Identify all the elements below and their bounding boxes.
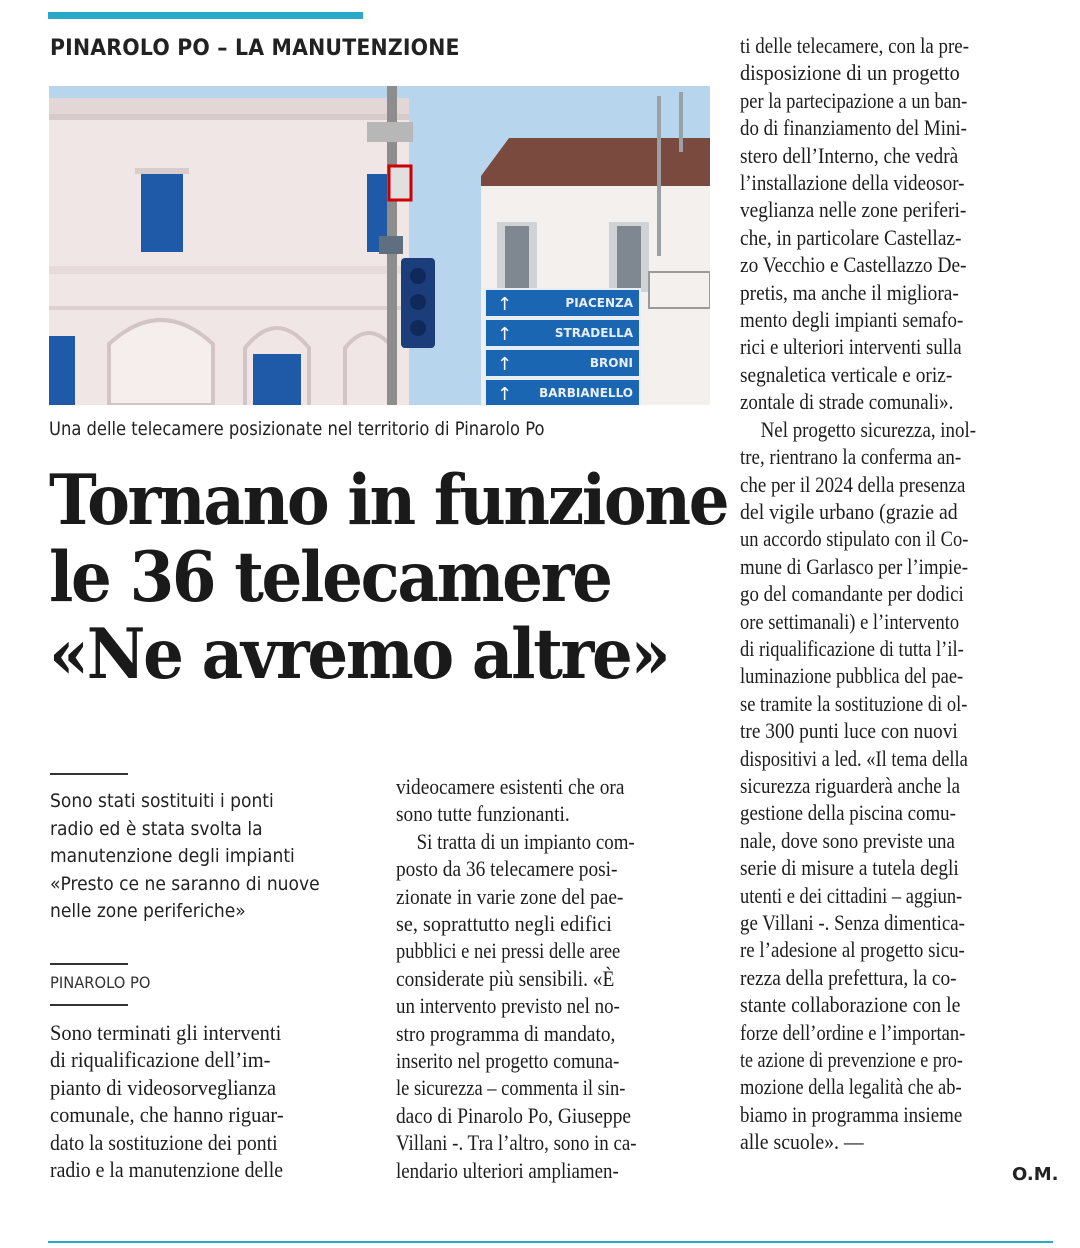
body-line: rici e ulteriori interventi sulla bbox=[740, 334, 962, 360]
body-line: pretis, ma anche il migliora- bbox=[740, 279, 959, 305]
body-line: l’installazione della videosor- bbox=[740, 170, 965, 196]
body-line: zontale di strade comunali». bbox=[740, 389, 954, 415]
svg-text:↑: ↑ bbox=[497, 354, 513, 375]
body-line: che, in particolare Castellaz- bbox=[740, 224, 962, 250]
section-kicker: PINAROLO PO – LA MANUTENZIONE bbox=[50, 36, 460, 61]
column-3 bbox=[740, 32, 1055, 1156]
photo-caption: Una delle telecamere posizionate nel territorio di Pinarolo Po bbox=[49, 418, 545, 440]
summary-line: Sono stati sostituiti i ponti bbox=[50, 790, 274, 812]
body-line: stro programma di mandato, bbox=[396, 1020, 616, 1046]
body-line: videocamere esistenti che ora bbox=[396, 774, 625, 799]
body-line: disposizione di un progetto bbox=[740, 60, 960, 86]
svg-text:↑: ↑ bbox=[497, 324, 513, 345]
body-line: se tramite la sostituzione di ol- bbox=[740, 690, 968, 716]
body-line: alle scuole». — bbox=[740, 1129, 864, 1155]
body-line: mune di Garlasco per l’impie- bbox=[740, 553, 969, 579]
top-accent-bar bbox=[48, 12, 363, 19]
direction-signs bbox=[485, 289, 640, 405]
body-line: sicurezza riguarderà anche la bbox=[740, 772, 961, 798]
body-line: luminazione pubblica del pae- bbox=[740, 663, 964, 689]
body-line: stero dell’Interno, che vedrà bbox=[740, 142, 959, 168]
sign-label: STRADELLA bbox=[554, 326, 633, 340]
body-line: daco di Pinarolo Po, Giuseppe bbox=[396, 1102, 631, 1128]
body-line: utenti e dei cittadini – aggiun- bbox=[740, 882, 963, 908]
dateline-place: PINAROLO PO bbox=[50, 973, 151, 992]
svg-text:↑: ↑ bbox=[497, 294, 513, 315]
body-line: Si tratta di un impianto com- bbox=[416, 828, 635, 854]
place-rule-bottom bbox=[50, 1004, 128, 1006]
headline bbox=[49, 460, 728, 695]
body-line: te azione di prevenzione e pro- bbox=[740, 1047, 963, 1073]
body-line: rezza della prefettura, la co- bbox=[740, 964, 957, 990]
article-photo bbox=[49, 86, 710, 405]
body-line: che per il 2024 della presenza bbox=[740, 471, 966, 497]
body-line: forze dell’ordine e l’importan- bbox=[740, 1019, 966, 1045]
body-line: un intervento previsto nel no- bbox=[396, 993, 620, 1019]
body-line: se, soprattutto negli edifici bbox=[396, 911, 612, 937]
body-line: dato la sostituzione dei ponti bbox=[50, 1129, 278, 1155]
headline-line: Tornano in funzione bbox=[49, 460, 728, 541]
summary-line: «Presto ce ne saranno di nuove bbox=[50, 872, 320, 895]
body-line: di riqualificazione di tutta l’il- bbox=[740, 635, 964, 661]
body-line: gestione della piscina comu- bbox=[740, 800, 956, 826]
body-line: tre, rientrano la conferma an- bbox=[740, 444, 962, 470]
place-rule-top bbox=[50, 963, 128, 965]
headline-line: «Ne avremo altre» bbox=[49, 614, 669, 695]
body-line: posto da 36 telecamere posi- bbox=[396, 856, 618, 882]
body-line: ore settimanali) e l’intervento bbox=[740, 608, 960, 634]
body-line: segnaletica verticale e oriz- bbox=[740, 361, 953, 387]
body-line: pianto di videosorveglianza bbox=[50, 1074, 277, 1100]
bottom-rule bbox=[48, 1241, 1053, 1243]
body-line: ti delle telecamere, con la pre- bbox=[740, 33, 970, 58]
body-line: biamo in programma insieme bbox=[740, 1101, 963, 1127]
body-line: nale, dove sono previste una bbox=[740, 827, 955, 853]
body-line: sono tutte funzionanti. bbox=[396, 801, 570, 827]
summary-line: nelle zone periferiche» bbox=[50, 900, 246, 922]
body-line: comunale, che hanno riguar- bbox=[50, 1102, 284, 1128]
body-line: lendario ulteriori ampliamen- bbox=[396, 1157, 619, 1183]
author-signature: O.M. bbox=[1012, 1164, 1059, 1185]
body-line: per la partecipazione a un ban- bbox=[740, 87, 968, 113]
body-line: mento degli impianti semafo- bbox=[740, 307, 964, 333]
summary-rule-top bbox=[50, 773, 128, 775]
body-line: veglianza nelle zone periferi- bbox=[740, 197, 967, 223]
body-line: mozione della legalità che ab- bbox=[740, 1074, 962, 1100]
body-line: del vigile urbano (grazie ad bbox=[740, 498, 958, 524]
body-line: re l’adesione al progetto sicu- bbox=[740, 937, 965, 963]
body-line: Nel progetto sicurezza, inol- bbox=[760, 416, 977, 442]
body-line: zo Vecchio e Castellazzo De- bbox=[740, 252, 967, 278]
body-line: serie di misure a tutela degli bbox=[740, 855, 959, 881]
body-line: considerate più sensibili. «È bbox=[396, 965, 615, 991]
svg-text:↑: ↑ bbox=[497, 384, 513, 405]
sign-label: PIACENZA bbox=[565, 296, 633, 310]
body-line: do di finanziamento del Mini- bbox=[740, 115, 967, 141]
sign-label: BRONI bbox=[589, 356, 633, 370]
body-line: stante collaborazione con le bbox=[740, 992, 961, 1018]
summary-line: manutenzione degli impianti bbox=[50, 845, 295, 867]
summary bbox=[50, 788, 380, 926]
body-line: inserito nel progetto comuna- bbox=[396, 1048, 620, 1074]
street-scene-illustration bbox=[49, 86, 710, 405]
body-line: ge Villani -. Senza dimentica- bbox=[740, 910, 965, 935]
body-line: tre 300 punti luce con nuovi bbox=[740, 718, 958, 744]
body-line: pubblici e nei pressi delle aree bbox=[396, 938, 621, 964]
column-2 bbox=[396, 773, 710, 1184]
sign-label: BARBIANELLO bbox=[539, 386, 633, 400]
headline-line: le 36 telecamere bbox=[49, 537, 611, 618]
body-line: go del comandante per dodici bbox=[740, 581, 964, 607]
body-line: Sono terminati gli interventi bbox=[50, 1020, 282, 1045]
body-line: le sicurezza – commenta il sin- bbox=[396, 1075, 626, 1101]
body-line: di riqualificazione dell’im- bbox=[50, 1047, 271, 1073]
summary-line: radio ed è stata svolta la bbox=[50, 817, 263, 840]
column-1 bbox=[50, 1019, 365, 1183]
body-line: Villani -. Tra l’altro, sono in ca- bbox=[396, 1130, 637, 1156]
body-line: dispositivi a led. «Il tema della bbox=[740, 745, 968, 771]
body-line: zionate in varie zone del pae- bbox=[396, 883, 624, 909]
body-line: radio e la manutenzione delle bbox=[50, 1157, 284, 1183]
body-line: un accordo stipulato con il Co- bbox=[740, 526, 969, 552]
